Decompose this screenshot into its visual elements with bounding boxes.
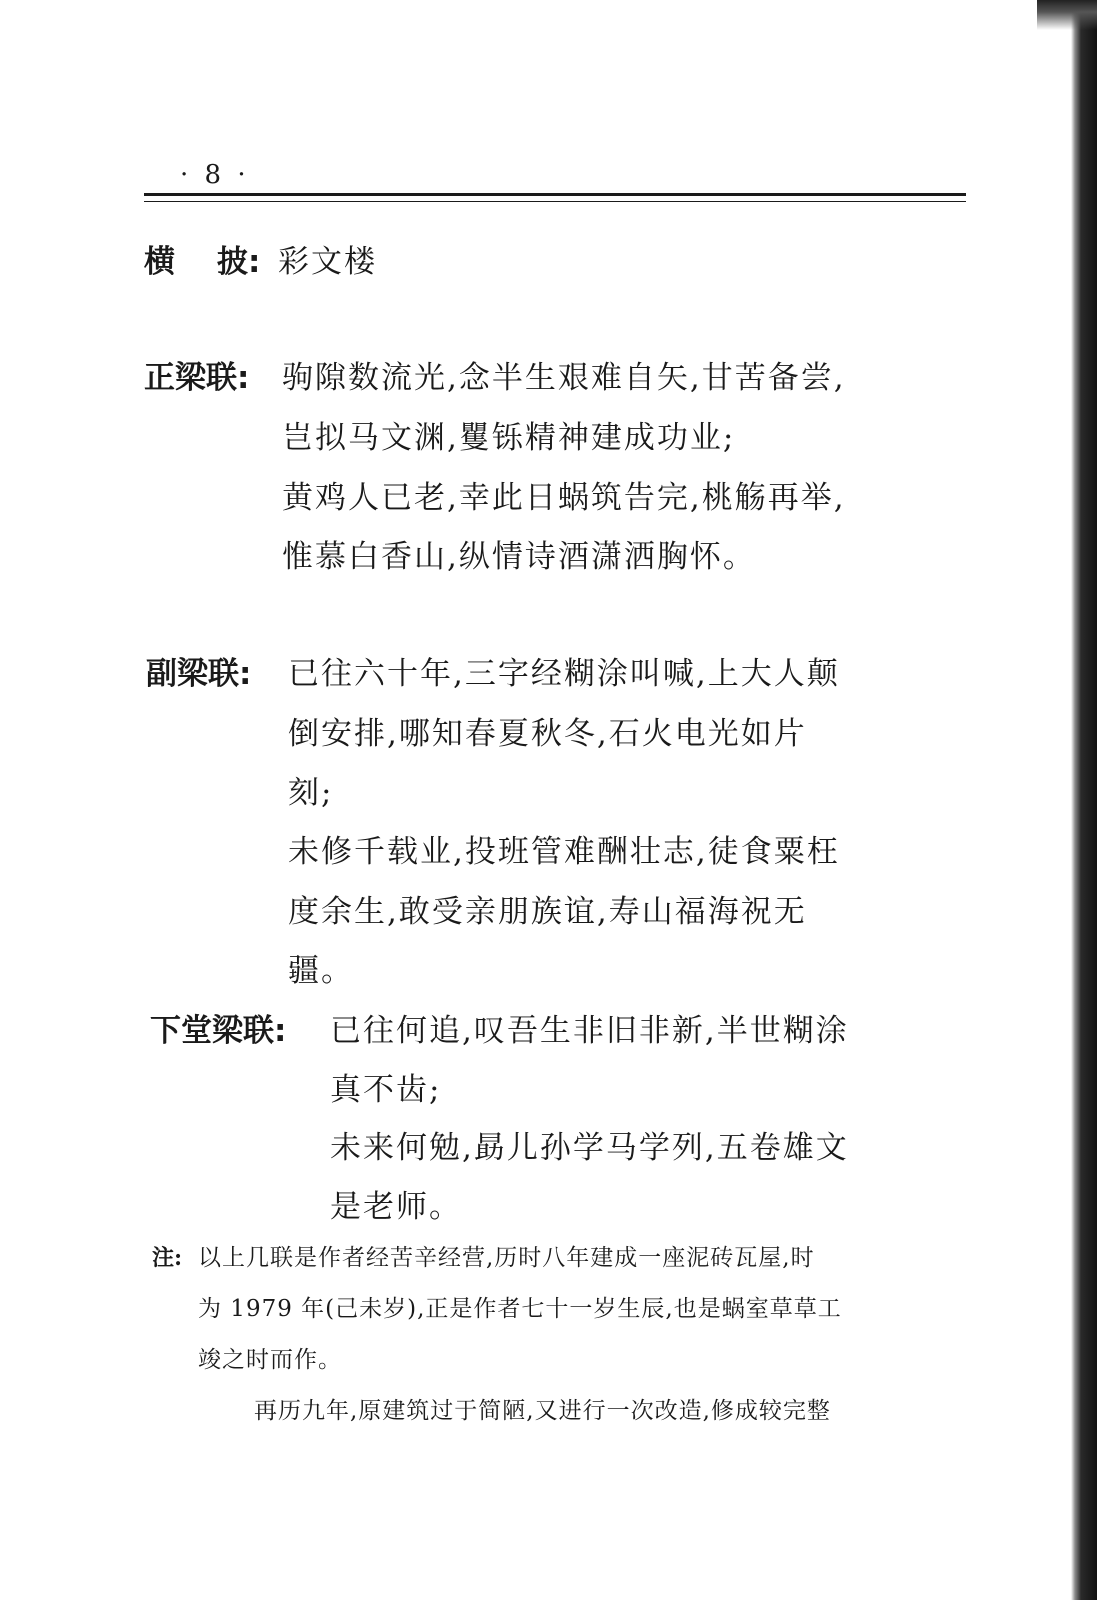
fu-liang-lian-line-2: 倒安排,哪知春夏秋冬,石火电光如片 xyxy=(288,716,807,752)
heng-pi-label-second: 披 xyxy=(217,244,248,280)
xia-tang-liang-lian-line-1: 已往何追,叹吾生非旧非新,半世糊涂 xyxy=(330,1013,849,1049)
zheng-liang-lian-colon: : xyxy=(237,360,250,396)
fu-liang-lian-colon: : xyxy=(239,656,252,692)
xia-tang-liang-lian-label-text: 下堂梁联 xyxy=(150,1013,274,1049)
fu-liang-lian-line-3: 刻; xyxy=(288,775,334,811)
zheng-liang-lian-line-4: 惟慕白香山,纵情诗酒潇洒胸怀。 xyxy=(282,539,756,575)
zheng-liang-lian-line-1: 驹隙数流光,念半生艰难自矢,甘苦备尝, xyxy=(282,360,846,396)
fu-liang-lian-line-1: 已往六十年,三字经糊涂叫喊,上大人颠 xyxy=(288,656,840,692)
xia-tang-liang-lian-colon: : xyxy=(274,1013,287,1049)
scan-corner-shadow xyxy=(1037,0,1097,30)
fu-liang-lian-line-6: 疆。 xyxy=(288,953,354,989)
page-number: · 8 · xyxy=(180,160,250,190)
zheng-liang-lian-line-2: 岂拟马文渊,矍铄精神建成功业; xyxy=(282,420,736,456)
note-line-3: 竣之时而作。 xyxy=(198,1347,342,1373)
heng-pi-colon: : xyxy=(248,244,261,280)
xia-tang-liang-lian-line-2: 真不齿; xyxy=(330,1072,442,1108)
header-rule-thick xyxy=(144,193,966,196)
note-line-2: 为 1979 年(己未岁),正是作者七十一岁生辰,也是蜗室草草工 xyxy=(198,1296,842,1322)
xia-tang-liang-lian-label xyxy=(150,1005,286,1050)
fu-liang-lian-label xyxy=(146,648,251,693)
fu-liang-lian-line-4: 未修千载业,投班管难酬壮志,徒食粟枉 xyxy=(288,834,840,870)
note-label: 注: xyxy=(152,1245,183,1271)
note-line-1: 以上几联是作者经苦辛经营,历时八年建成一座泥砖瓦屋,时 xyxy=(198,1245,815,1271)
header-rule-thin xyxy=(144,201,966,202)
xia-tang-liang-lian-line-3: 未来何勉,勗儿孙学马学列,五卷雄文 xyxy=(330,1130,849,1166)
heng-pi-text: 彩文楼 xyxy=(278,244,377,280)
note-line-4: 再历九年,原建筑过于简陋,又进行一次改造,修成较完整 xyxy=(254,1398,831,1424)
fu-liang-lian-line-5: 度余生,敢受亲朋族谊,寿山福海祝无 xyxy=(288,894,807,930)
scan-edge-shadow xyxy=(1057,0,1097,1600)
zheng-liang-lian-line-3: 黄鸡人已老,幸此日蜗筑告完,桃觞再举, xyxy=(282,480,846,516)
heng-pi-label-first: 横 xyxy=(144,244,175,280)
zheng-liang-lian-label-text: 正梁联 xyxy=(144,360,237,396)
fu-liang-lian-label-text: 副梁联 xyxy=(146,656,239,692)
zheng-liang-lian-label xyxy=(144,352,249,397)
xia-tang-liang-lian-line-4: 是老师。 xyxy=(330,1189,462,1225)
heng-pi-label xyxy=(144,236,260,281)
